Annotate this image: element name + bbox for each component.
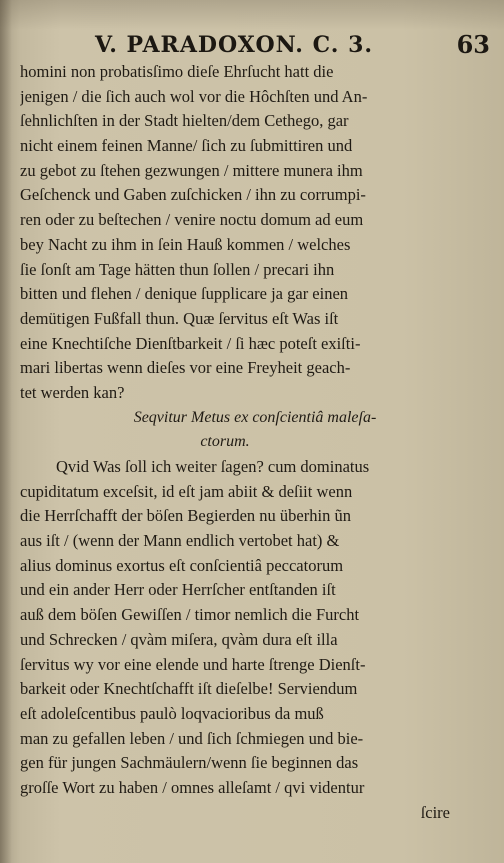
page-number: 63 bbox=[456, 30, 490, 59]
text-line: und Schrecken / qvàm miſera, qvàm dura eſt illa bbox=[20, 629, 338, 649]
text-line: ſie ſonſt am Tage hätten thun ſollen / precari ihn bbox=[20, 259, 335, 279]
text-line: ſehnlichſten in der Stadt hielten/dem Cethego, gar bbox=[20, 111, 349, 131]
text-line: alius dominus exortus eſt conſcientiâ peccatorum bbox=[20, 555, 344, 575]
text-line: bey Nacht zu ihm in ſein Hauß kommen / welches bbox=[20, 234, 351, 254]
text-line: demütigen Fußfall thun. Quæ ſervitus eſt Was iſt bbox=[20, 308, 339, 328]
text-line: man zu gefallen leben / und ſich ſchmiegen und bie- bbox=[20, 728, 364, 748]
running-head: V. PARADOXON. C. 3. bbox=[95, 32, 374, 58]
text-line: mari libertas wenn dieſes vor eine Freyheit geach- bbox=[20, 358, 351, 378]
section-heading-continued: ctorum. bbox=[200, 433, 250, 451]
text-line: gen für jungen Sachmäulern/wenn ſie beginnen das bbox=[20, 753, 359, 773]
section-heading: Seqvitur Metus ex conſcientiâ maleſa- bbox=[133, 408, 377, 426]
catchword: ſcire bbox=[420, 802, 450, 822]
text-line: eine Knechtiſche Dienſtbarkeit / ſi hæc poteſt exiſti- bbox=[20, 333, 361, 353]
body-text bbox=[20, 60, 470, 825]
text-line: cupiditatum exceſsit, id eſt jam abiit & deſiit wenn bbox=[20, 481, 353, 501]
text-line: barkeit oder Knechtſchafft iſt dieſelbe! Serviendum bbox=[20, 679, 358, 699]
text-line: nicht einem feinen Manne/ ſich zu ſubmittiren und bbox=[20, 136, 353, 156]
text-line: ſervitus wy vor eine elende und harte ſtrenge Dienſt- bbox=[20, 654, 366, 674]
text-line: ren oder zu beſtechen / venire noctu domum ad eum bbox=[20, 210, 364, 230]
text-line: homini non probatisſimo dieſe Ehrſucht hatt die bbox=[20, 62, 334, 81]
gutter-shadow bbox=[0, 0, 12, 863]
text-line: die Herrſchafft der böſen Begierden nu überhin ũn bbox=[20, 506, 351, 526]
text-line: jenigen / die ſich auch wol vor die Hôchſten und An- bbox=[20, 86, 368, 106]
text-line: Geſchenck und Gaben zuſchicken / ihn zu corrumpi- bbox=[20, 185, 366, 205]
text-line: und ein ander Herr oder Herrſcher entſtanden iſt bbox=[20, 580, 336, 600]
text-line: bitten und flehen / denique ſupplicare ja gar einen bbox=[20, 284, 349, 304]
page-stain bbox=[0, 0, 504, 30]
text-line: auß dem böſen Gewiſſen / timor nemlich die Furcht bbox=[20, 605, 360, 625]
text-line: aus iſt / (wenn der Mann endlich vertobet hat) & bbox=[20, 531, 340, 551]
text-line: groſſe Wort zu haben / omnes alleſamt / qvi videntur bbox=[20, 777, 365, 797]
text-line: eſt adoleſcentibus paulò loqvacioribus da muß bbox=[20, 703, 324, 723]
text-line: Qvid Was ſoll ich weiter ſagen? cum dominatus bbox=[56, 457, 370, 476]
text-line: zu gebot zu ſtehen gezwungen / mittere munera ihm bbox=[20, 160, 363, 180]
text-line: tet werden kan? bbox=[20, 382, 125, 402]
